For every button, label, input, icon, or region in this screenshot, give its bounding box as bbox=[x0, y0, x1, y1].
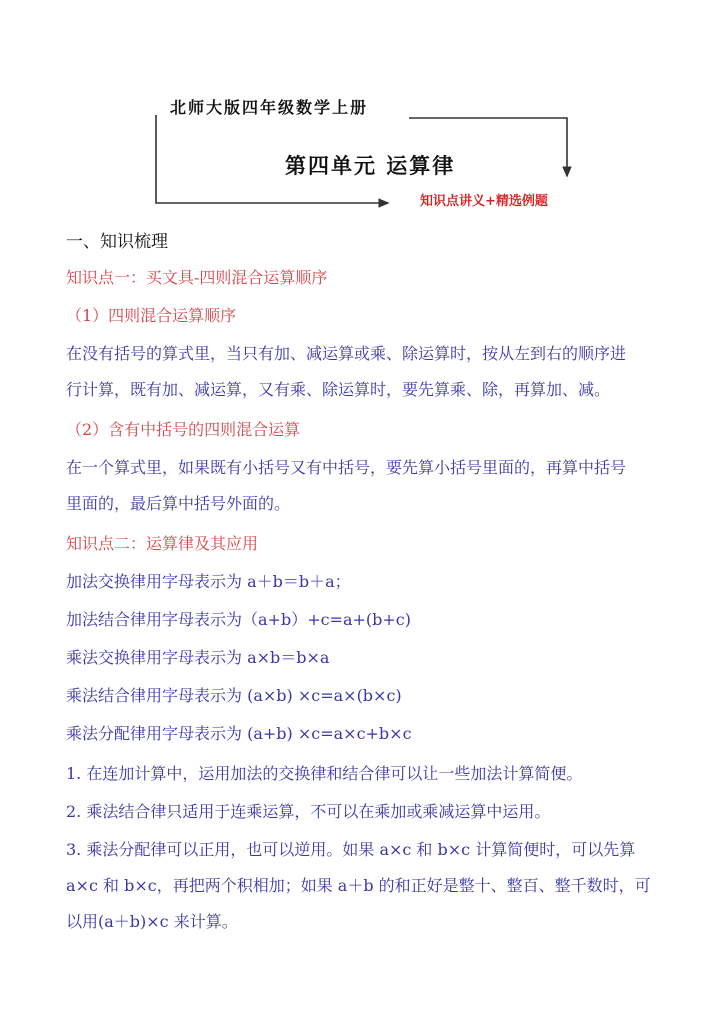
section-heading: 一、知识梳理 bbox=[66, 232, 168, 252]
banner-tag: 知识点讲义+精选例题 bbox=[420, 194, 548, 209]
law-line: 加法交换律用字母表示为 a＋b＝b＋a； bbox=[66, 572, 351, 591]
law-line: 加法结合律用字母表示为（a+b）+c=a+(b+c) bbox=[66, 610, 412, 629]
paragraph-line: 里面的，最后算中括号外面的。 bbox=[66, 494, 291, 513]
note-line: 1. 在连加计算中，运用加法的交换律和结合律可以让一些加法计算简便。 bbox=[66, 764, 583, 783]
sub-heading-2: （2）含有中括号的四则混合运算 bbox=[66, 420, 301, 439]
title-banner bbox=[0, 0, 724, 220]
note-line: a×c 和 b×c，再把两个积相加；如果 a＋b 的和正好是整十、整百、整千数时，可 bbox=[66, 876, 651, 895]
knowledge-point-2-title: 知识点二：运算律及其应用 bbox=[66, 534, 259, 553]
law-line: 乘法分配律用字母表示为 (a+b) ×c=a×c+b×c bbox=[66, 724, 412, 743]
banner-title: 第四单元 运算律 bbox=[285, 153, 456, 178]
law-line: 乘法交换律用字母表示为 a×b＝b×a bbox=[66, 648, 330, 667]
law-line: 乘法结合律用字母表示为 (a×b) ×c=a×(b×c) bbox=[66, 686, 402, 705]
note-line: 3. 乘法分配律可以正用，也可以逆用。如果 a×c 和 b×c 计算简便时，可以先算 bbox=[66, 840, 636, 859]
paragraph-line: 在一个算式里，如果既有小括号又有中括号，要先算小括号里面的，再算中括号 bbox=[66, 458, 627, 477]
paragraph-line: 在没有括号的算式里，当只有加、减运算或乘、除运算时，按从左到右的顺序进 bbox=[66, 344, 627, 363]
knowledge-point-1-title: 知识点一：买文具-四则混合运算顺序 bbox=[66, 268, 328, 287]
note-line: 2. 乘法结合律只适用于连乘运算，不可以在乘加或乘减运算中运用。 bbox=[66, 802, 551, 821]
note-line: 以用(a＋b)×c 来计算。 bbox=[66, 912, 238, 931]
sub-heading-1: （1）四则混合运算顺序 bbox=[66, 306, 237, 325]
paragraph-line: 行计算，既有加、减运算，又有乘、除运算时，要先算乘、除，再算加、减。 bbox=[66, 380, 611, 399]
banner-subtitle: 北师大版四年级数学上册 bbox=[170, 98, 369, 117]
